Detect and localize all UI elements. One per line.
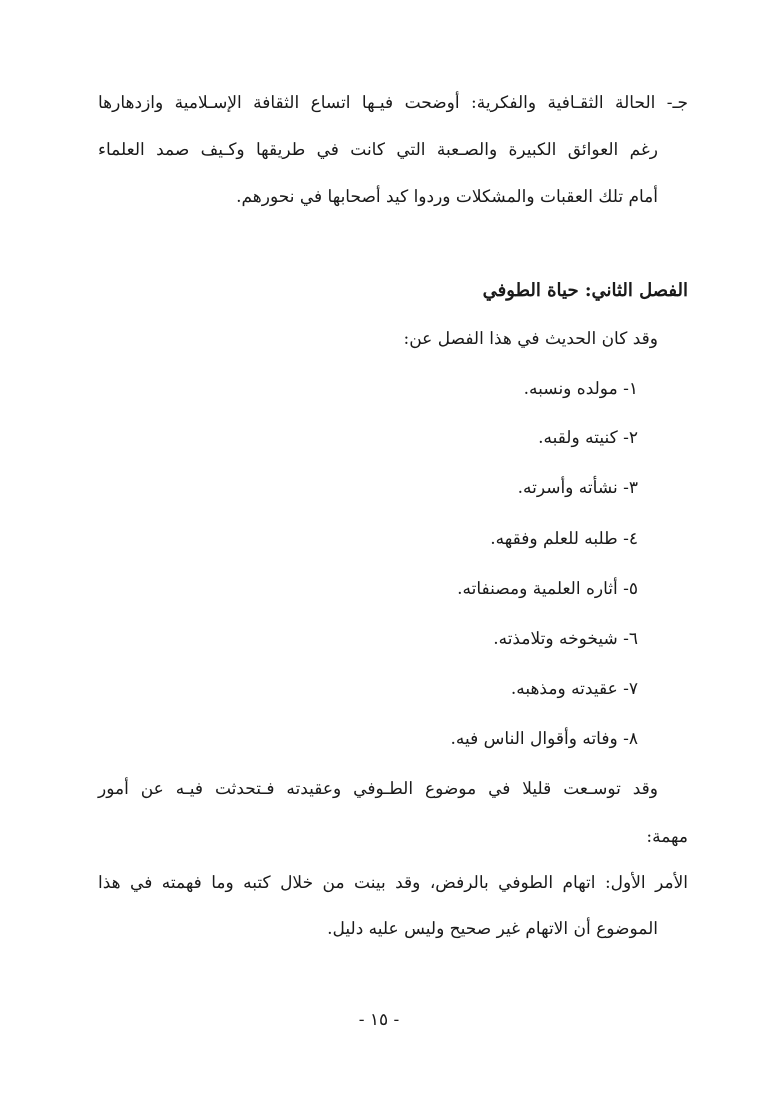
list-item: ٣- نشأته وأسرته. bbox=[517, 478, 638, 498]
expand-line-1: وقد توسـعت قليلا في موضوع الطـوفي وعقيدته فـتحدثت فيـه عن أمور bbox=[98, 779, 658, 799]
section-c-line-1: جـ- الحالة الثقـافية والفكرية: أوضحت فيـها اتساع الثقافة الإسـلامية وازدهارها bbox=[98, 93, 688, 113]
chapter-intro: وقد كان الحديث في هذا الفصل عن: bbox=[403, 329, 658, 349]
section-c-line-2: رغم العوائق الكبيرة والصـعبة التي كانت في طريقها وكـيف صمد العلماء bbox=[98, 140, 658, 160]
list-item: ٥- أثاره العلمية ومصنفاته. bbox=[457, 579, 638, 599]
chapter-heading: الفصل الثاني: حياة الطوفي bbox=[482, 280, 688, 301]
expand-line-2: مهمة: bbox=[646, 827, 688, 847]
list-item: ٧- عقيدته ومذهبه. bbox=[510, 679, 638, 699]
list-item: ٦- شيخوخه وتلامذته. bbox=[493, 629, 638, 649]
list-item: ١- مولده ونسبه. bbox=[523, 379, 638, 399]
section-c-line-3: أمام تلك العقبات والمشكلات وردوا كيد أصحابها في نحورهم. bbox=[236, 187, 658, 207]
first-matter-line-1: الأمر الأول: اتهام الطوفي بالرفض، وقد بينت من خلال كتبه وما فهمته في هذا bbox=[98, 873, 688, 893]
list-item: ٤- طلبه للعلم وفقهه. bbox=[490, 529, 638, 549]
list-item: ٨- وفاته وأقوال الناس فيه. bbox=[450, 729, 638, 749]
list-item: ٢- كنيته ولقبه. bbox=[538, 428, 638, 448]
first-matter-line-2: الموضوع أن الاتهام غير صحيح وليس عليه دليل. bbox=[327, 919, 658, 939]
page-number: - ١٥ - bbox=[358, 1010, 400, 1030]
